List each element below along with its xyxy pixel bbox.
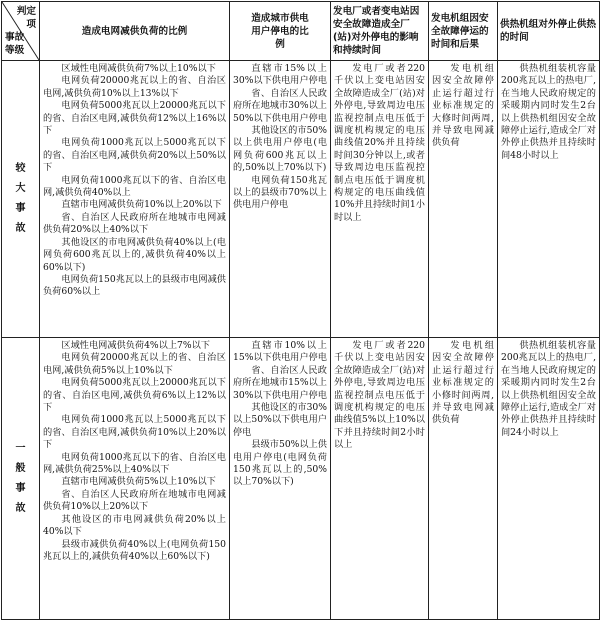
row-general-accident	[2, 338, 600, 620]
general-user-outage-cell: 直辖市10%以上15%以下供电用户停电 省、自治区人民政府所在地城市15%以上30%以下供电用户停电 其他设区的市30%以上50%以下供电用户停电 县级市50%以上供电用户停电(电网负荷150兆瓦以上的,50%以上70%以下)	[230, 338, 331, 620]
row-major-accident	[2, 61, 600, 338]
major-load-reduction-cell: 区域性电网减供负荷7%以上10%以下 电网负荷20000兆瓦以上的省、自治区电网,减供负荷10%以上13%以下 电网负荷5000兆瓦以上20000兆瓦以下的省、自治区电网,减供负荷12%以上16%以下 电网负荷1000兆瓦以上5000兆瓦以下的省、自治区电网,减供负荷20%以上50%以下 电网负荷1000兆瓦以下的省、自治区电网,减供负荷40%以上 直辖市电网减供负荷10%以上20%以下 省、自治区人民政府所在地城市电网减供负荷20%以上40%以下 其他设区的市电网减供负荷40%以上(电网负荷600兆瓦以上的,减供负荷40%以上60%以下) 电网负荷150兆瓦以上的县级市电网减供负荷60%以上	[40, 61, 230, 338]
level-cell-major: 较 大 事 故	[2, 61, 40, 338]
document-page	[0, 1, 600, 622]
header-col3: 发电厂或者变电站因安全故障造成全厂(站)对外停电的影响和持续时间	[331, 2, 429, 61]
major-user-outage-cell: 直辖市15%以上30%以下供电用户停电 省、自治区人民政府所在地城市30%以上50%以下供电用户停电 其他设区的市50%以上供电用户停电(电网负荷600兆瓦以上的,50%以上70%以下) 电网负荷150兆瓦以上的县级市70%以上供电用户停电	[230, 61, 331, 338]
header-row	[2, 2, 600, 61]
level-cell-general: 一 般 事 故	[2, 338, 40, 620]
header-col1: 造成电网减供负荷的比例	[40, 2, 230, 61]
major-plant-outage-cell: 发电厂或者220千伏以上变电站因安全故障造成全厂(站)对外停电,导致周边电压监视控制点电压低于调度机构规定的电压曲线值20%并且持续时间30分钟以上,或者导致周边电压监视控制点电压低于调度机构规定的电压曲线值10%并且持续时间1小时以上	[331, 61, 429, 338]
major-generator-outage-cell: 发电机组因安全故障停止运行超过行业标准规定的大修时间两周,并导致电网减供负荷	[429, 61, 498, 338]
corner-top-label: 判定项	[16, 6, 36, 30]
corner-header-cell	[2, 2, 40, 61]
major-heating-stop-cell: 供热机组装机容量200兆瓦以上的热电厂,在当地人民政府规定的采暖期内同时发生2台以上供热机组因安全故障停止运行,造成全厂对外停止供热并且持续时间48小时以上	[498, 61, 600, 338]
header-col5: 供热机组对外停止供热的时间	[498, 2, 600, 61]
header-col2: 造成城市供电用户停电的比例	[230, 2, 331, 61]
header-col4: 发电机组因安全故障停运的时间和后果	[429, 2, 498, 61]
general-heating-stop-cell: 供热机组装机容量200兆瓦以上的热电厂,在当地人民政府规定的采暖期内同时发生2台以上供热机组因安全故障停止运行,造成全厂对外停止供热并且持续时间24小时以上	[498, 338, 600, 620]
general-generator-outage-cell: 发电机组因安全故障停止运行超过行业标准规定的小修时间两周,并导致电网减供负荷	[429, 338, 498, 620]
general-load-reduction-cell: 区域性电网减供负荷4%以上7%以下 电网负荷20000兆瓦以上的省、自治区电网,减供负荷5%以上10%以下 电网负荷5000兆瓦以上20000兆瓦以下的省、自治区电网,减供负荷6%以上12%以下 电网负荷1000兆瓦以上5000兆瓦以下的省、自治区电网,减供负荷10%以上20%以下 电网负荷1000兆瓦以下的省、自治区电网,减供负荷25%以上40%以下 直辖市电网减供负荷5%以上10%以下 省、自治区人民政府所在地城市电网减供负荷10%以上20%以下 其他设区的市电网减供负荷20%以上40%以下 县级市减供负荷40%以上(电网负荷150兆瓦以上的,减供负荷40%以上60%以下)	[40, 338, 230, 620]
general-plant-outage-cell: 发电厂或者220千伏以上变电站因安全故障造成全厂(站)对外停电,导致周边电压监视控制点电压低于调度机构规定的电压曲线值5%以上10%以下并且持续时间2小时以上	[331, 338, 429, 620]
accident-level-table	[1, 1, 600, 620]
corner-bottom-label: 事故等级	[5, 32, 25, 56]
